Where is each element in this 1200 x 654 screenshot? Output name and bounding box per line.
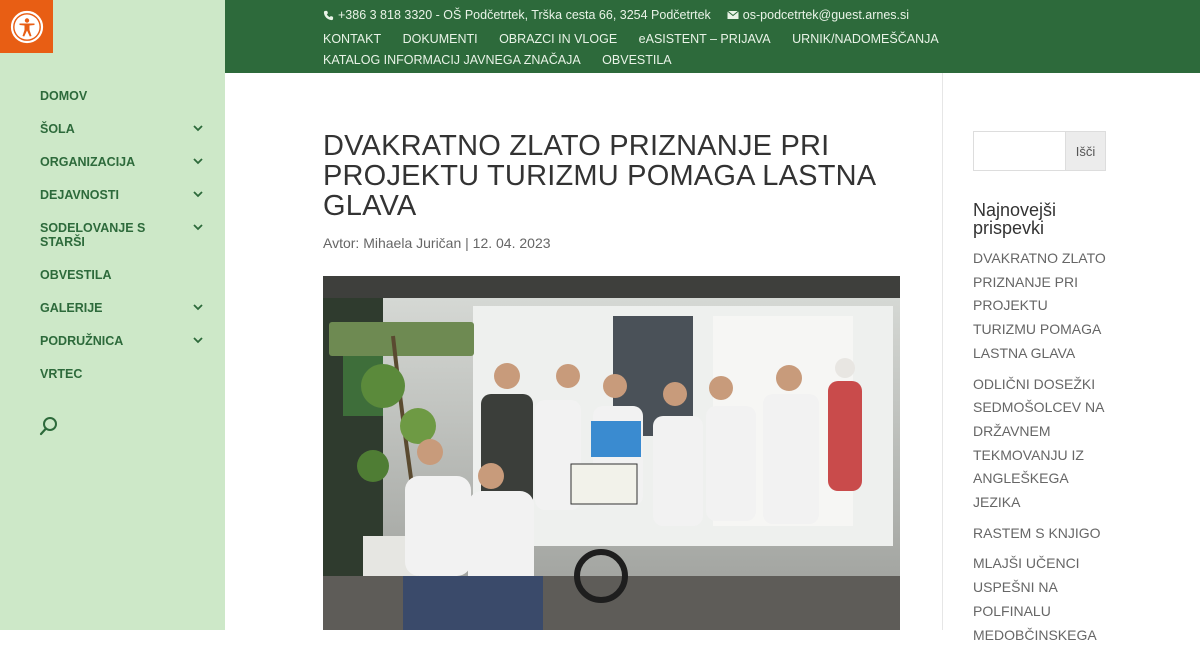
search-input[interactable] bbox=[973, 131, 1065, 171]
email-icon bbox=[727, 10, 739, 20]
chevron-down-icon[interactable] bbox=[192, 334, 204, 346]
nav-item-galerije[interactable] bbox=[40, 301, 210, 315]
chevron-down-icon[interactable] bbox=[192, 301, 204, 313]
nav-item-label: ORGANIZACIJA bbox=[40, 155, 136, 169]
nav-item-label: DOMOV bbox=[40, 89, 88, 103]
search-icon[interactable] bbox=[38, 416, 60, 438]
contact-line bbox=[323, 8, 909, 22]
page-title: DVAKRATNO ZLATO PRIZNANJE PRI PROJEKTU TURIZMU POMAGA LASTNA GLAVA bbox=[323, 130, 875, 222]
nav-item-obvestila[interactable] bbox=[40, 268, 210, 282]
nav-item-label: PODRUŽNICA bbox=[40, 334, 124, 348]
nav-item-label: OBVESTILA bbox=[40, 268, 112, 282]
nav-item-label: VRTEC bbox=[40, 367, 83, 381]
search-button[interactable]: Išči bbox=[1065, 131, 1106, 171]
left-sidebar bbox=[0, 0, 225, 630]
nav-item-vrtec[interactable] bbox=[40, 367, 210, 381]
top-nav-easistent[interactable]: eASISTENT – PRIJAVA bbox=[638, 32, 771, 46]
accessibility-icon bbox=[10, 10, 44, 44]
recent-post-link[interactable]: RASTEM S KNJIGO bbox=[973, 524, 1101, 541]
nav-item-label: GALERIJE bbox=[40, 301, 103, 315]
recent-posts-title: Najnovejši prispevki bbox=[973, 200, 1057, 238]
nav-item-sola[interactable] bbox=[40, 122, 210, 136]
phone-text[interactable]: +386 3 818 3320 - OŠ Podčetrtek, Trška cesta 66, 3254 Podčetrtek bbox=[338, 8, 711, 22]
nav-item-podruznica[interactable] bbox=[40, 334, 210, 348]
nav-item-label: SODELOVANJE S STARŠI bbox=[40, 221, 146, 249]
accessibility-button[interactable] bbox=[0, 0, 53, 53]
article-photo bbox=[323, 276, 900, 630]
chevron-down-icon[interactable] bbox=[192, 188, 204, 200]
group-photo-image bbox=[323, 276, 900, 630]
recent-posts-list bbox=[973, 247, 1113, 654]
top-nav bbox=[323, 29, 963, 71]
nav-item-label: DEJAVNOSTI bbox=[40, 188, 119, 202]
top-header bbox=[225, 0, 1200, 73]
nav-item-dejavnosti[interactable] bbox=[40, 188, 210, 202]
chevron-down-icon[interactable] bbox=[192, 221, 204, 233]
sidebar-divider bbox=[942, 73, 943, 630]
chevron-down-icon[interactable] bbox=[192, 122, 204, 134]
chevron-down-icon[interactable] bbox=[192, 155, 204, 167]
email-text: os-podcetrtek@guest.arnes.si bbox=[742, 8, 910, 22]
top-nav-katalog[interactable]: KATALOG INFORMACIJ JAVNEGA ZNAČAJA bbox=[323, 53, 581, 67]
search-form bbox=[973, 131, 1106, 171]
phone-icon bbox=[323, 10, 334, 21]
article bbox=[323, 131, 900, 251]
top-nav-urnik[interactable]: URNIK/NADOMEŠČANJA bbox=[792, 32, 939, 46]
nav-item-domov[interactable] bbox=[40, 89, 210, 103]
top-nav-kontakt[interactable]: KONTAKT bbox=[323, 32, 382, 46]
nav-item-sodelovanje[interactable] bbox=[40, 221, 160, 249]
top-nav-dokumenti[interactable]: DOKUMENTI bbox=[402, 32, 478, 46]
top-nav-obvestila[interactable]: OBVESTILA bbox=[602, 53, 672, 67]
recent-post-link[interactable]: ODLIČNI DOSEŽKI SEDMOŠOLCEV NA DRŽAVNEM TEKMOVANJU IZ ANGLEŠKEGA JEZIKA bbox=[973, 375, 1104, 511]
nav-item-organizacija[interactable] bbox=[40, 155, 210, 169]
post-meta: Avtor: Mihaela Juričan | 12. 04. 2023 bbox=[323, 235, 551, 251]
recent-post-link[interactable]: DVAKRATNO ZLATO PRIZNANJE PRI PROJEKTU TURIZMU POMAGA LASTNA GLAVA bbox=[973, 250, 1106, 361]
email-link[interactable] bbox=[727, 8, 909, 22]
recent-post-link[interactable]: MLAJŠI UČENCI USPEŠNI NA POLFINALU MEDOBČINSKEGA bbox=[973, 555, 1097, 643]
nav-item-label: ŠOLA bbox=[40, 122, 75, 136]
top-nav-obrazci[interactable]: OBRAZCI IN VLOGE bbox=[499, 32, 618, 46]
main-nav bbox=[40, 89, 210, 381]
